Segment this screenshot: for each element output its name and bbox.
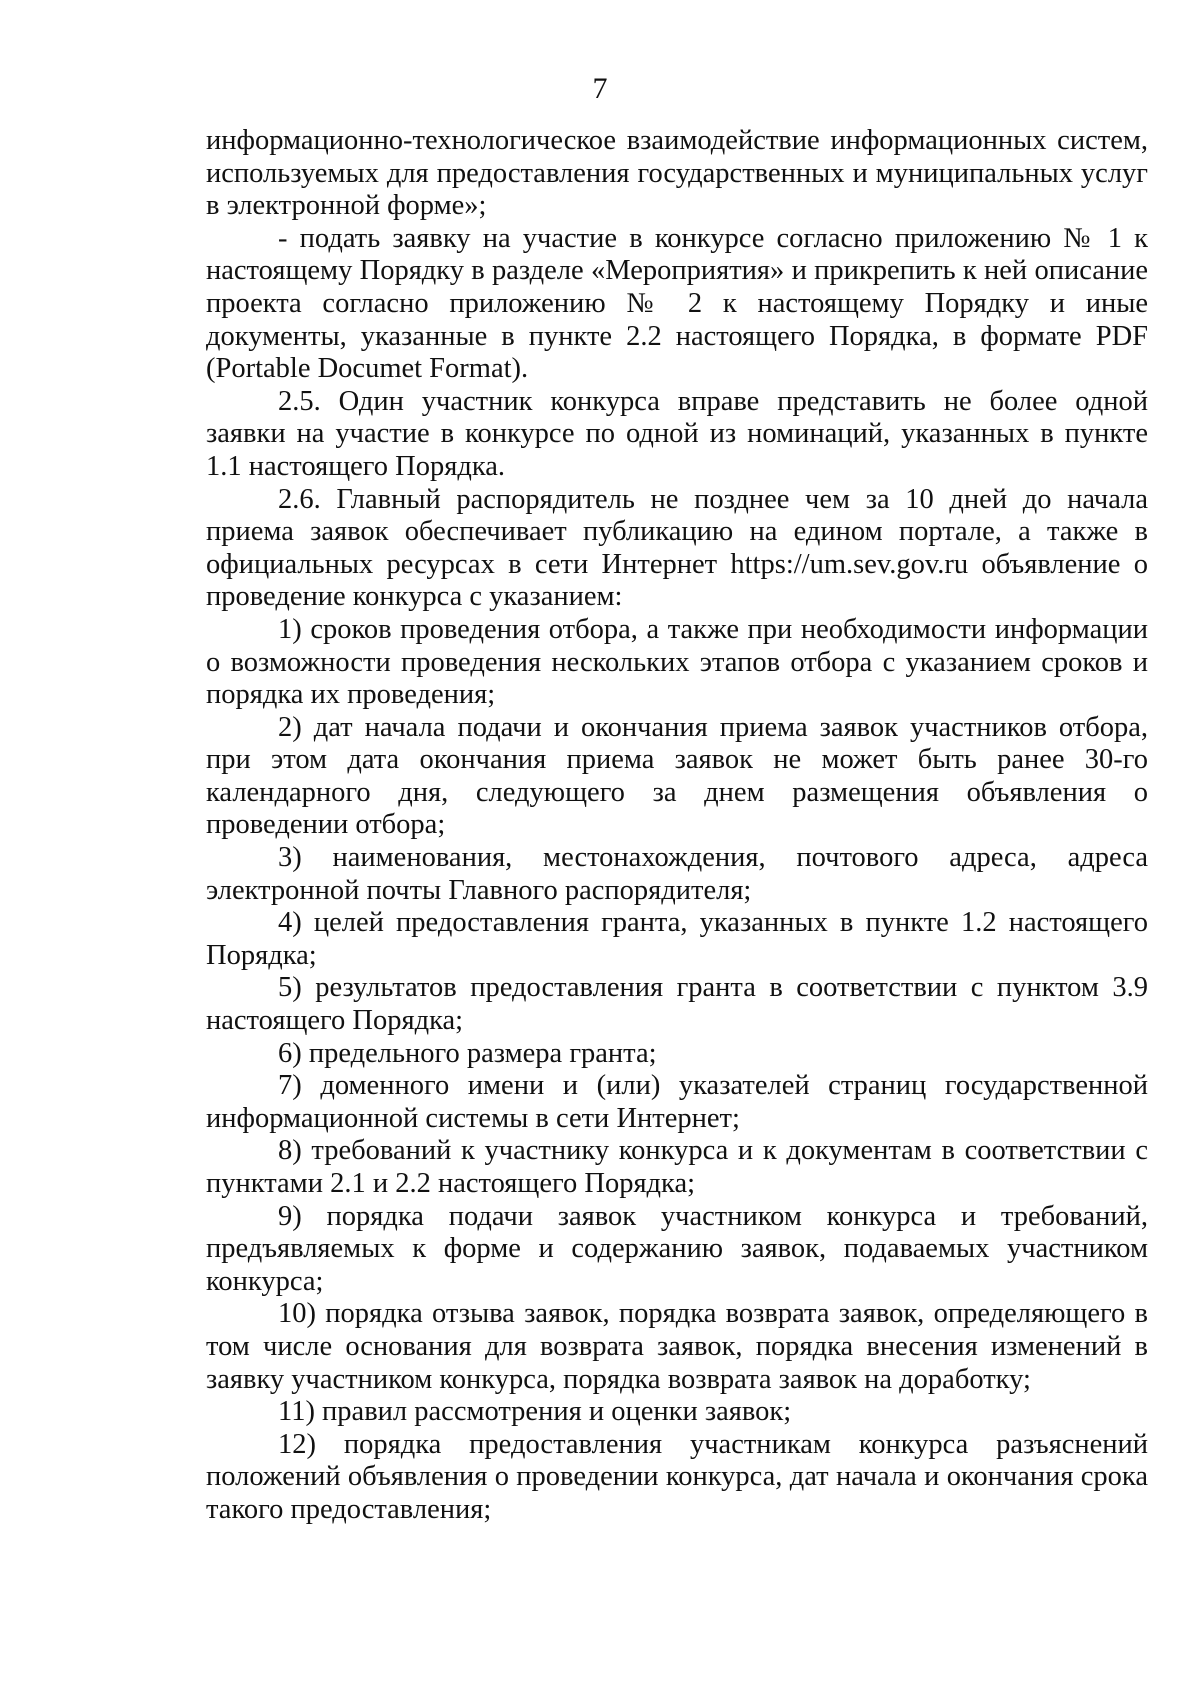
list-item-11: 11) правил рассмотрения и оценки заявок; — [278, 1396, 792, 1428]
page-number: 7 — [592, 72, 608, 105]
list-item-2: 2) дат начала подачи и окончания приема заявок участников отбора, при этом дата окончания приема заявок не может быть ранее 30-го календарного дня, следующего за днем размещения объявления о проведении отбора; — [206, 711, 1148, 841]
list-item-7: 7) доменного имени и (или) указателей страниц государственной информационной системы в сети Интернет; — [206, 1070, 1148, 1134]
paragraph-continuation: информационно-технологическое взаимодействие информационных систем, используемых для предоставления государственных и муниципальных услуг в электронной форме»; — [206, 125, 1148, 222]
list-item-4: 4) целей предоставления гранта, указанных в пункте 1.2 настоящего Порядка; — [206, 907, 1148, 971]
list-item-8: 8) требований к участнику конкурса и к документам в соответствии с пунктами 2.1 и 2.2 настоящего Порядка; — [206, 1135, 1148, 1199]
paragraph-2-5: 2.5. Один участник конкурса вправе представить не более одной заявки на участие в конкурсе по одной из номинаций, указанных в пункте 1.1 настоящего Порядка. — [206, 385, 1148, 482]
list-item-10: 10) порядка отзыва заявок, порядка возврата заявок, определяющего в том числе основания для возврата заявок, порядка внесения изменений в заявку участником конкурса, порядка возврата заявок на доработку; — [206, 1298, 1148, 1395]
paragraph-submit-application: - подать заявку на участие в конкурсе согласно приложению № 1 к настоящему Порядку в разделе «Мероприятия» и прикрепить к ней описание проекта согласно приложению № 2 к настоящему Порядку и иные документы, указанные в пункте 2.2 настоящего Порядка, в формате PDF (Portable Documet Format). — [206, 222, 1148, 385]
list-item-9: 9) порядка подачи заявок участником конкурса и требований, предъявляемых к форме и содержанию заявок, подаваемых участником конкурса; — [206, 1200, 1148, 1297]
list-item-6: 6) предельного размера гранта; — [278, 1037, 657, 1069]
list-item-5: 5) результатов предоставления гранта в соответствии с пунктом 3.9 настоящего Порядка; — [206, 972, 1148, 1037]
list-item-3: 3) наименования, местонахождения, почтового адреса, адреса электронной почты Главного распорядителя; — [206, 842, 1148, 906]
list-item-1: 1) сроков проведения отбора, а также при необходимости информации о возможности проведения нескольких этапов отбора с указанием сроков и порядка их проведения; — [206, 613, 1148, 711]
list-item-12: 12) порядка предоставления участникам конкурса разъяснений положений объявления о проведении конкурса, дат начала и окончания срока такого предоставления; — [206, 1428, 1148, 1525]
paragraph-2-6: 2.6. Главный распорядитель не позднее чем за 10 дней до начала приема заявок обеспечивает публикацию на едином портале, а также в официальных ресурсах в сети Интернет https://um.sev.gov.ru объявление о проведение конкурса с указанием: — [206, 483, 1148, 613]
document-body — [206, 125, 1148, 1527]
